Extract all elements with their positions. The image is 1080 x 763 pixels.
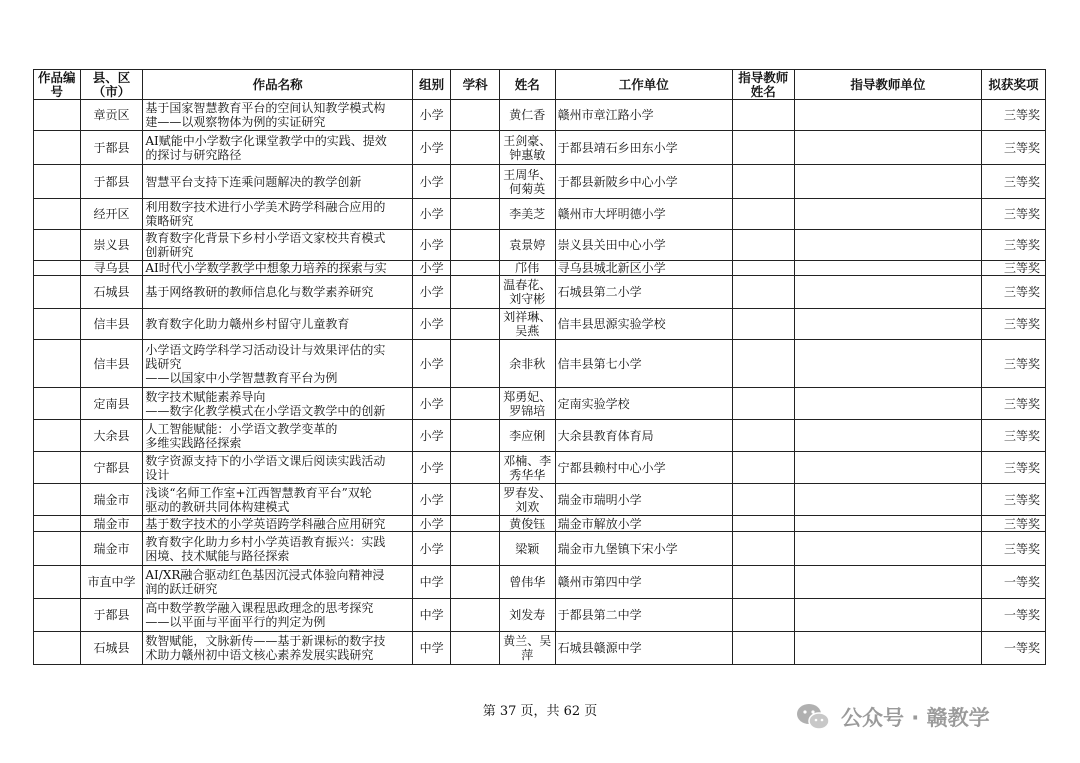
column-header: 拟获奖项 (982, 70, 1046, 100)
work-unit: 大余县教育体育局 (555, 420, 732, 452)
work-title: 人工智能赋能：小学语文教学变革的 多维实践路径探索 (143, 420, 412, 452)
subject-cell (451, 484, 500, 516)
group-cell: 小学 (412, 516, 450, 532)
subject-cell (451, 131, 500, 165)
award-cell: 三等奖 (982, 165, 1046, 199)
work-unit: 瑞金市九堡镇下宋小学 (555, 532, 732, 566)
author-name: 余非秋 (499, 340, 555, 388)
advisor-unit (794, 516, 981, 532)
work-unit: 信丰县思源实验学校 (555, 309, 732, 340)
author-name: 邓楠、李 秀华华 (499, 452, 555, 484)
column-header: 指导教师 姓名 (732, 70, 794, 100)
column-header: 学科 (451, 70, 500, 100)
awards-table (33, 69, 1046, 665)
column-header: 作品编 号 (34, 70, 81, 100)
advisor-unit (794, 388, 981, 420)
subject-cell (451, 388, 500, 420)
county-cell: 瑞金市 (80, 532, 143, 566)
county-cell: 石城县 (80, 632, 143, 665)
author-name: 王周华、 何菊英 (499, 165, 555, 199)
author-name: 刘发寿 (499, 599, 555, 632)
subject-cell (451, 276, 500, 309)
author-name: 刘祥琳、 吴燕 (499, 309, 555, 340)
row-number (34, 532, 81, 566)
award-cell: 三等奖 (982, 276, 1046, 309)
table-row (34, 484, 1046, 516)
work-title: 基于网络教研的教师信息化与数学素养研究 (143, 276, 412, 309)
county-cell: 于都县 (80, 131, 143, 165)
advisor-name (732, 165, 794, 199)
row-number (34, 165, 81, 199)
group-cell: 小学 (412, 340, 450, 388)
row-number (34, 516, 81, 532)
advisor-unit (794, 230, 981, 261)
subject-cell (451, 199, 500, 230)
advisor-unit (794, 632, 981, 665)
county-cell: 寻乌县 (80, 261, 143, 276)
subject-cell (451, 261, 500, 276)
work-title: 基于国家智慧教育平台的空间认知教学模式构 建——以观察物体为例的实证研究 (143, 100, 412, 131)
work-unit: 石城县赣源中学 (555, 632, 732, 665)
award-cell: 一等奖 (982, 599, 1046, 632)
work-unit: 于都县第二中学 (555, 599, 732, 632)
advisor-unit (794, 309, 981, 340)
county-cell: 瑞金市 (80, 516, 143, 532)
subject-cell (451, 165, 500, 199)
award-cell: 三等奖 (982, 516, 1046, 532)
author-name: 袁景婷 (499, 230, 555, 261)
county-cell: 大余县 (80, 420, 143, 452)
row-number (34, 199, 81, 230)
work-unit: 瑞金市瑞明小学 (555, 484, 732, 516)
author-name: 黄仁香 (499, 100, 555, 131)
advisor-unit (794, 340, 981, 388)
award-cell: 三等奖 (982, 309, 1046, 340)
table-row (34, 420, 1046, 452)
award-cell: 三等奖 (982, 388, 1046, 420)
author-name: 郑勇妃、 罗锦培 (499, 388, 555, 420)
advisor-name (732, 131, 794, 165)
advisor-unit (794, 532, 981, 566)
subject-cell (451, 599, 500, 632)
subject-cell (451, 532, 500, 566)
advisor-name (732, 100, 794, 131)
award-cell: 三等奖 (982, 230, 1046, 261)
award-cell: 三等奖 (982, 131, 1046, 165)
advisor-name (732, 388, 794, 420)
county-cell: 崇义县 (80, 230, 143, 261)
advisor-name (732, 199, 794, 230)
author-name: 温春花、 刘守彬 (499, 276, 555, 309)
column-header: 工作单位 (555, 70, 732, 100)
advisor-name (732, 261, 794, 276)
work-title: 数字资源支持下的小学语文课后阅读实践活动 设计 (143, 452, 412, 484)
group-cell: 小学 (412, 230, 450, 261)
wechat-icon (795, 702, 831, 732)
row-number (34, 276, 81, 309)
table-row (34, 230, 1046, 261)
table-row (34, 340, 1046, 388)
work-unit: 定南实验学校 (555, 388, 732, 420)
work-title: 数字技术赋能素养导向 ——数字化教学模式在小学语文教学中的创新 (143, 388, 412, 420)
award-cell: 一等奖 (982, 632, 1046, 665)
column-header: 县、区 （市） (80, 70, 143, 100)
author-name: 王剑豪、 钟惠敏 (499, 131, 555, 165)
work-title: 基于数字技术的小学英语跨学科融合应用研究 (143, 516, 412, 532)
table-row (34, 131, 1046, 165)
row-number (34, 599, 81, 632)
group-cell: 中学 (412, 599, 450, 632)
table-row (34, 165, 1046, 199)
advisor-name (732, 566, 794, 599)
group-cell: 中学 (412, 632, 450, 665)
advisor-unit (794, 100, 981, 131)
advisor-name (732, 340, 794, 388)
work-unit: 赣州市章江路小学 (555, 100, 732, 131)
county-cell: 经开区 (80, 199, 143, 230)
advisor-unit (794, 484, 981, 516)
advisor-unit (794, 599, 981, 632)
group-cell: 小学 (412, 165, 450, 199)
advisor-unit (794, 452, 981, 484)
award-cell: 三等奖 (982, 532, 1046, 566)
table-row (34, 199, 1046, 230)
advisor-unit (794, 165, 981, 199)
table-row (34, 599, 1046, 632)
subject-cell (451, 420, 500, 452)
author-name: 罗春发、 刘欢 (499, 484, 555, 516)
award-cell: 三等奖 (982, 452, 1046, 484)
subject-cell (451, 452, 500, 484)
row-number (34, 340, 81, 388)
award-cell: 一等奖 (982, 566, 1046, 599)
subject-cell (451, 516, 500, 532)
row-number (34, 632, 81, 665)
county-cell: 市直中学 (80, 566, 143, 599)
author-name: 黄兰、吴 萍 (499, 632, 555, 665)
group-cell: 小学 (412, 452, 450, 484)
subject-cell (451, 340, 500, 388)
row-number (34, 100, 81, 131)
row-number (34, 261, 81, 276)
group-cell: 小学 (412, 100, 450, 131)
county-cell: 信丰县 (80, 340, 143, 388)
county-cell: 章贡区 (80, 100, 143, 131)
work-unit: 赣州市大坪明德小学 (555, 199, 732, 230)
row-number (34, 309, 81, 340)
work-title: AI时代小学数学教学中想象力培养的探索与实 (143, 261, 412, 276)
work-title: 教育数字化背景下乡村小学语文家校共育模式 创新研究 (143, 230, 412, 261)
advisor-name (732, 452, 794, 484)
row-number (34, 131, 81, 165)
county-cell: 定南县 (80, 388, 143, 420)
wechat-watermark (795, 700, 990, 734)
award-cell: 三等奖 (982, 199, 1046, 230)
work-unit: 赣州市第四中学 (555, 566, 732, 599)
subject-cell (451, 632, 500, 665)
table-row (34, 532, 1046, 566)
column-header: 指导教师单位 (794, 70, 981, 100)
advisor-unit (794, 131, 981, 165)
author-name: 邝伟 (499, 261, 555, 276)
group-cell: 中学 (412, 566, 450, 599)
watermark-text: 公众号 · 赣教学 (841, 706, 990, 730)
row-number (34, 484, 81, 516)
work-title: AI/XR融合驱动红色基因沉浸式体验向精神浸 润的跃迁研究 (143, 566, 412, 599)
subject-cell (451, 566, 500, 599)
county-cell: 于都县 (80, 599, 143, 632)
work-title: 浅谈“名师工作室+江西智慧教育平台”双轮 驱动的教研共同体构建模式 (143, 484, 412, 516)
page-number: 第 37 页，共 62 页 (482, 704, 598, 719)
advisor-unit (794, 261, 981, 276)
work-title: 利用数字技术进行小学美术跨学科融合应用的 策略研究 (143, 199, 412, 230)
work-unit: 信丰县第七小学 (555, 340, 732, 388)
advisor-name (732, 484, 794, 516)
group-cell: 小学 (412, 261, 450, 276)
county-cell: 宁都县 (80, 452, 143, 484)
work-unit: 宁都县赖村中心小学 (555, 452, 732, 484)
advisor-unit (794, 199, 981, 230)
table-row (34, 516, 1046, 532)
author-name: 曾伟华 (499, 566, 555, 599)
row-number (34, 420, 81, 452)
award-cell: 三等奖 (982, 261, 1046, 276)
work-title: 教育数字化助力乡村小学英语教育振兴：实践 困境、技术赋能与路径探索 (143, 532, 412, 566)
award-cell: 三等奖 (982, 484, 1046, 516)
column-header: 作品名称 (143, 70, 412, 100)
row-number (34, 230, 81, 261)
author-name: 李应俐 (499, 420, 555, 452)
author-name: 梁颖 (499, 532, 555, 566)
work-unit: 于都县新陂乡中心小学 (555, 165, 732, 199)
advisor-name (732, 309, 794, 340)
table-row (34, 388, 1046, 420)
group-cell: 小学 (412, 276, 450, 309)
advisor-name (732, 230, 794, 261)
county-cell: 瑞金市 (80, 484, 143, 516)
advisor-name (732, 532, 794, 566)
group-cell: 小学 (412, 420, 450, 452)
row-number (34, 452, 81, 484)
advisor-unit (794, 276, 981, 309)
county-cell: 信丰县 (80, 309, 143, 340)
work-title: 智慧平台支持下连乘问题解决的教学创新 (143, 165, 412, 199)
row-number (34, 566, 81, 599)
award-cell: 三等奖 (982, 100, 1046, 131)
table-row (34, 276, 1046, 309)
author-name: 李美芝 (499, 199, 555, 230)
work-title: 小学语文跨学科学习活动设计与效果评估的实 践研究 ——以国家中小学智慧教育平台为例 (143, 340, 412, 388)
work-unit: 崇义县关田中心小学 (555, 230, 732, 261)
table-row (34, 100, 1046, 131)
work-title: 数智赋能，文脉新传——基于新课标的数字技 术助力赣州初中语文核心素养发展实践研究 (143, 632, 412, 665)
table-header-row (34, 70, 1046, 100)
group-cell: 小学 (412, 199, 450, 230)
table-row (34, 309, 1046, 340)
advisor-name (732, 516, 794, 532)
table-body (34, 100, 1046, 665)
work-unit: 寻乌县城北新区小学 (555, 261, 732, 276)
subject-cell (451, 230, 500, 261)
author-name: 黄俊钰 (499, 516, 555, 532)
work-title: AI赋能中小学数字化课堂教学中的实践、提效 的探讨与研究路径 (143, 131, 412, 165)
table-row (34, 261, 1046, 276)
county-cell: 于都县 (80, 165, 143, 199)
column-header: 组别 (412, 70, 450, 100)
advisor-name (732, 276, 794, 309)
table-row (34, 566, 1046, 599)
row-number (34, 388, 81, 420)
table-row (34, 452, 1046, 484)
award-cell: 三等奖 (982, 340, 1046, 388)
group-cell: 小学 (412, 388, 450, 420)
work-unit: 瑞金市解放小学 (555, 516, 732, 532)
subject-cell (451, 309, 500, 340)
work-title: 高中数学教学融入课程思政理念的思考探究 ——以平面与平面平行的判定为例 (143, 599, 412, 632)
advisor-name (732, 632, 794, 665)
subject-cell (451, 100, 500, 131)
advisor-unit (794, 420, 981, 452)
table-row (34, 632, 1046, 665)
group-cell: 小学 (412, 131, 450, 165)
advisor-name (732, 420, 794, 452)
award-cell: 三等奖 (982, 420, 1046, 452)
work-unit: 石城县第二小学 (555, 276, 732, 309)
group-cell: 小学 (412, 309, 450, 340)
county-cell: 石城县 (80, 276, 143, 309)
advisor-name (732, 599, 794, 632)
work-title: 教育数字化助力赣州乡村留守儿童教育 (143, 309, 412, 340)
work-unit: 于都县靖石乡田东小学 (555, 131, 732, 165)
column-header: 姓名 (499, 70, 555, 100)
advisor-unit (794, 566, 981, 599)
group-cell: 小学 (412, 484, 450, 516)
group-cell: 小学 (412, 532, 450, 566)
